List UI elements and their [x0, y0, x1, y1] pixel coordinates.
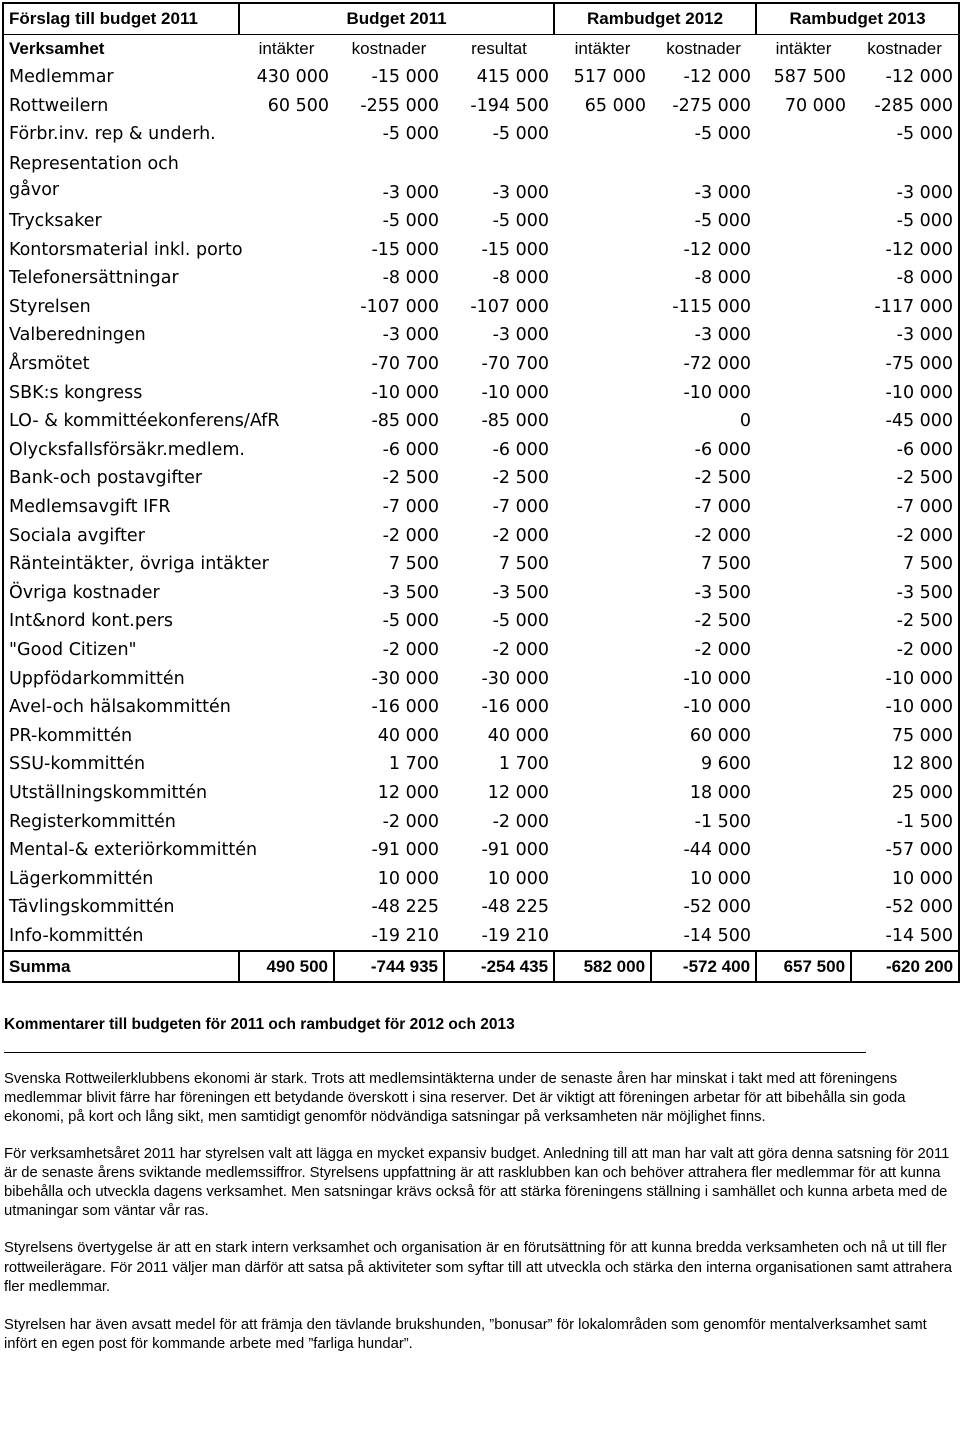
row-value: -275 000 — [672, 95, 752, 116]
header-budget-2011: Budget 2011 — [239, 3, 554, 35]
row-value: -19 210 — [481, 925, 550, 946]
subheader-col: kostnader — [351, 39, 427, 58]
row-value — [756, 664, 851, 693]
row-value: 65 000 — [584, 95, 647, 116]
table-row — [3, 779, 959, 808]
row-value: -2 000 — [492, 811, 550, 832]
row-value: -5 000 — [492, 611, 550, 632]
row-value — [756, 378, 851, 407]
row-value — [239, 207, 334, 236]
row-value: 12 800 — [851, 750, 959, 779]
row-label: Årsmötet — [3, 350, 239, 379]
row-value: -85 000 — [481, 411, 550, 432]
row-value — [554, 922, 651, 952]
row-value: -8 000 — [382, 268, 439, 289]
table-row — [3, 464, 959, 493]
row-value: -5 000 — [492, 211, 550, 232]
row-value: -2 000 — [492, 525, 550, 546]
row-value: -8 000 — [851, 264, 959, 293]
row-label: Tävlingskommittén — [3, 893, 239, 922]
row-value: -2 000 — [382, 639, 439, 660]
row-value: -194 500 — [470, 95, 550, 116]
row-label: Mental-& exteriörkommittén — [3, 836, 239, 865]
row-value: -3 500 — [382, 582, 439, 603]
row-value — [554, 807, 651, 836]
row-value: 12 000 — [377, 782, 439, 803]
table-row — [3, 235, 959, 264]
row-value — [554, 550, 651, 579]
table-row — [3, 120, 959, 149]
row-value: -5 000 — [694, 124, 752, 145]
row-value: -52 000 — [851, 893, 959, 922]
row-value: 430 000 — [256, 67, 329, 88]
row-label: Representation och gåvor — [3, 149, 239, 207]
row-label: Övriga kostnader — [3, 579, 239, 608]
summary-value: 490 500 — [239, 951, 334, 982]
row-value: -15 000 — [481, 239, 550, 260]
table-row — [3, 607, 959, 636]
table-row — [3, 293, 959, 322]
table-row — [3, 92, 959, 121]
row-value: -57 000 — [851, 836, 959, 865]
row-label: SBK:s kongress — [3, 378, 239, 407]
row-value: 70 000 — [784, 95, 847, 116]
row-value — [239, 264, 334, 293]
row-value: -15 000 — [371, 67, 439, 88]
row-value: -2 000 — [851, 636, 959, 665]
row-value: -8 000 — [492, 268, 550, 289]
row-value: -3 500 — [851, 579, 959, 608]
row-value: -2 000 — [694, 525, 752, 546]
table-row — [3, 521, 959, 550]
row-label: Uppfödarkommittén — [3, 664, 239, 693]
row-label: Registerkommittén — [3, 807, 239, 836]
row-value — [554, 579, 651, 608]
row-value: -52 000 — [683, 897, 752, 918]
row-value — [756, 750, 851, 779]
row-value: -3 000 — [492, 325, 550, 346]
row-value — [239, 436, 334, 465]
row-value: 12 000 — [487, 782, 550, 803]
summary-value: -572 400 — [651, 951, 756, 982]
table-row — [3, 864, 959, 893]
row-label: Trycksaker — [3, 207, 239, 236]
row-value: 75 000 — [851, 721, 959, 750]
row-value: -3 000 — [492, 182, 550, 203]
row-value — [239, 693, 334, 722]
row-value: 10 000 — [851, 864, 959, 893]
row-value — [554, 293, 651, 322]
row-value: -75 000 — [851, 350, 959, 379]
table-row — [3, 893, 959, 922]
row-value — [554, 636, 651, 665]
row-value — [239, 607, 334, 636]
table-row — [3, 207, 959, 236]
row-value: -107 000 — [360, 296, 439, 317]
row-value: -3 000 — [382, 182, 439, 203]
summary-value: 657 500 — [756, 951, 851, 982]
table-row — [3, 264, 959, 293]
row-value: 7 500 — [700, 554, 752, 575]
row-value: 40 000 — [377, 725, 439, 746]
row-value: -70 700 — [481, 354, 550, 375]
table-row — [3, 579, 959, 608]
row-value — [756, 779, 851, 808]
row-value: -48 225 — [481, 897, 550, 918]
table-header-row — [3, 3, 959, 35]
row-value — [239, 922, 334, 952]
row-value: 0 — [739, 411, 752, 432]
summary-label: Summa — [3, 951, 239, 982]
row-value — [239, 149, 334, 207]
row-value: -117 000 — [851, 293, 959, 322]
row-value: 40 000 — [487, 725, 550, 746]
row-value: -255 000 — [360, 95, 439, 116]
row-value — [239, 120, 334, 149]
row-value — [554, 350, 651, 379]
row-value — [554, 607, 651, 636]
row-value: -10 000 — [683, 697, 752, 718]
row-value — [554, 207, 651, 236]
table-row — [3, 350, 959, 379]
row-label: Bank-och postavgifter — [3, 464, 239, 493]
row-value: -10 000 — [851, 693, 959, 722]
row-value: 587 500 — [773, 67, 847, 88]
table-row — [3, 550, 959, 579]
row-value — [756, 493, 851, 522]
row-value — [554, 779, 651, 808]
row-value: -6 000 — [694, 439, 752, 460]
row-value — [239, 779, 334, 808]
row-value — [554, 436, 651, 465]
row-value: -10 000 — [683, 668, 752, 689]
commentary-paragraph: Styrelsen har även avsatt medel för att främja den tävlande brukshunden, ”bonusar” för lokalområden som genomför mentalverksamhet samt infört en egen post för kommande arbete med ”farliga hundar”. — [4, 1317, 927, 1353]
table-row — [3, 321, 959, 350]
row-value: 25 000 — [851, 779, 959, 808]
commentary-title: Kommentarer till budgeten för 2011 och rambudget för 2012 och 2013 — [4, 1016, 515, 1033]
row-value — [756, 721, 851, 750]
row-value: -1 500 — [851, 807, 959, 836]
row-value: 7 500 — [498, 554, 550, 575]
row-value: -5 000 — [382, 124, 439, 145]
summary-value: -744 935 — [334, 951, 444, 982]
row-value: -6 000 — [382, 439, 439, 460]
subheader-col: resultat — [471, 39, 527, 58]
row-value: 10 000 — [487, 868, 550, 889]
table-subheader-row — [3, 35, 959, 64]
row-value: -2 000 — [694, 639, 752, 660]
subheader-verksamhet: Verksamhet — [3, 35, 239, 64]
row-value: -7 000 — [694, 497, 752, 518]
row-value — [239, 636, 334, 665]
table-row — [3, 664, 959, 693]
row-value: -45 000 — [851, 407, 959, 436]
row-label: Olycksfallsförsäkr.medlem. — [3, 436, 239, 465]
row-value: -8 000 — [694, 268, 752, 289]
row-value: 517 000 — [573, 67, 647, 88]
row-value — [756, 235, 851, 264]
row-value: -16 000 — [481, 697, 550, 718]
row-value: 9 600 — [700, 754, 752, 775]
row-value: -2 000 — [382, 525, 439, 546]
row-value — [756, 293, 851, 322]
row-value: -115 000 — [672, 296, 752, 317]
row-label: SSU-kommittén — [3, 750, 239, 779]
summary-value: -254 435 — [444, 951, 554, 982]
row-label: Kontorsmaterial inkl. porto — [3, 235, 239, 264]
row-value — [554, 721, 651, 750]
row-value: -72 000 — [683, 354, 752, 375]
row-value: -3 000 — [382, 325, 439, 346]
table-row — [3, 493, 959, 522]
row-value: -14 500 — [683, 925, 752, 946]
row-value — [756, 350, 851, 379]
row-value: 7 500 — [851, 550, 959, 579]
row-value — [554, 750, 651, 779]
row-value: -3 500 — [492, 582, 550, 603]
row-value — [239, 864, 334, 893]
summary-row — [3, 951, 959, 982]
row-value — [756, 521, 851, 550]
row-value — [756, 607, 851, 636]
row-value: -10 000 — [851, 664, 959, 693]
row-value — [554, 321, 651, 350]
row-value: 1 700 — [498, 754, 550, 775]
row-value — [239, 235, 334, 264]
row-label: Rottweilern — [3, 92, 239, 121]
subheader-col: intäkter — [574, 39, 631, 58]
row-value: -10 000 — [481, 382, 550, 403]
row-value: -2 500 — [694, 611, 752, 632]
row-value — [239, 893, 334, 922]
row-value — [239, 521, 334, 550]
row-value: -2 000 — [851, 521, 959, 550]
row-value: -85 000 — [371, 411, 439, 432]
row-value — [554, 521, 651, 550]
row-value: -5 000 — [694, 211, 752, 232]
row-value — [756, 893, 851, 922]
row-label: LO- & kommittéekonferens/AfR — [3, 407, 239, 436]
table-row — [3, 922, 959, 952]
row-value — [239, 807, 334, 836]
row-value — [756, 207, 851, 236]
row-value — [756, 407, 851, 436]
row-label: Telefonersättningar — [3, 264, 239, 293]
subheader-col: kostnader — [851, 35, 959, 64]
row-value: -6 000 — [851, 436, 959, 465]
row-value: -3 500 — [694, 582, 752, 603]
table-row — [3, 149, 959, 207]
row-value — [756, 321, 851, 350]
row-value: -3 000 — [694, 182, 752, 203]
budget-table-body — [3, 3, 959, 951]
row-value: -30 000 — [481, 668, 550, 689]
row-label: Info-kommittén — [3, 922, 239, 952]
row-value — [554, 864, 651, 893]
row-value: -2 500 — [382, 468, 439, 489]
table-row — [3, 836, 959, 865]
row-value — [239, 493, 334, 522]
row-value: -5 000 — [382, 211, 439, 232]
row-value — [756, 149, 851, 207]
row-value — [554, 235, 651, 264]
row-value: -1 500 — [694, 811, 752, 832]
row-value: -70 700 — [371, 354, 439, 375]
table-row — [3, 721, 959, 750]
row-label: Ränteintäkter, övriga intäkter — [3, 550, 239, 579]
row-value — [756, 264, 851, 293]
row-value — [239, 321, 334, 350]
row-value — [554, 664, 651, 693]
commentary-paragraph: Svenska Rottweilerklubbens ekonomi är stark. Trots att medlemsintäkterna under de senaste åren har minskat i takt med att föreningens medlemmar blivit färre har föreningen ett betydande överskott i sina reserver. Det är viktigt att föreningen arbetar för att bibehålla sin goda ekonomi, på kort och lång sikt, men samtidigt genomför nödvändiga satsningar på verksamheten när möjlighet finns. — [4, 1071, 906, 1126]
row-value: -2 500 — [851, 464, 959, 493]
commentary-section — [4, 1016, 954, 1354]
row-value — [756, 636, 851, 665]
budget-table — [2, 2, 960, 983]
row-value: -12 000 — [851, 235, 959, 264]
subheader-col: intäkter — [258, 39, 315, 58]
row-value: -7 000 — [382, 497, 439, 518]
row-value: -7 000 — [851, 493, 959, 522]
row-value — [554, 120, 651, 149]
row-value: -2 500 — [851, 607, 959, 636]
row-value: -91 000 — [481, 840, 550, 861]
row-value: -30 000 — [371, 668, 439, 689]
commentary-paragraph: Styrelsens övertygelse är att en stark intern verksamhet och organisation är en förutsättning för att kunna bredda verksamheten och nå ut till fler rottweilerägare. För 2011 väljer man därför att satsa på aktiviteter som syftar till att utveckla och stärka den interna organisationen samt attrahera fler medlemmar. — [4, 1240, 953, 1295]
row-value — [239, 350, 334, 379]
row-value: -19 210 — [371, 925, 439, 946]
row-value: -3 000 — [694, 325, 752, 346]
row-label: Styrelsen — [3, 293, 239, 322]
row-value: -2 500 — [492, 468, 550, 489]
row-value: 10 000 — [689, 868, 752, 889]
subheader-col: kostnader — [666, 39, 741, 58]
row-value: -10 000 — [683, 382, 752, 403]
commentary-divider — [4, 1052, 866, 1053]
row-label: Utställningskommittén — [3, 779, 239, 808]
row-value — [239, 579, 334, 608]
row-value — [554, 893, 651, 922]
row-value — [239, 378, 334, 407]
row-value: -5 000 — [492, 124, 550, 145]
row-value — [756, 579, 851, 608]
row-value: 415 000 — [476, 67, 550, 88]
row-value: -12 000 — [851, 63, 959, 92]
row-value: -2 000 — [492, 639, 550, 660]
row-label: "Good Citizen" — [3, 636, 239, 665]
row-label: Int&nord kont.pers — [3, 607, 239, 636]
row-value — [756, 693, 851, 722]
row-value: 60 000 — [689, 725, 752, 746]
row-value — [554, 836, 651, 865]
row-value: -12 000 — [683, 239, 752, 260]
commentary-paragraph: För verksamhetsåret 2011 har styrelsen valt att lägga en mycket expansiv budget. Anledning till att man har valt att göra denna satsning för 2011 är de senaste årens sviktande medlemssiffror. Styrelsens uppfattning är att rasklubben kan och behöver attrahera fler medlemmar för att kunna bibehålla och utveckla dagens verksamhet. Men satsningar krävs också för att stärka föreningens ställning i samhället och kunna arbeta med de utmaningar som väntar vår ras. — [4, 1145, 950, 1220]
row-value — [756, 864, 851, 893]
row-value — [554, 693, 651, 722]
row-value: -3 000 — [851, 149, 959, 207]
row-label: Förbr.inv. rep & underh. — [3, 120, 239, 149]
row-value — [554, 149, 651, 207]
row-value: -44 000 — [683, 840, 752, 861]
table-row — [3, 378, 959, 407]
row-value: -91 000 — [371, 840, 439, 861]
row-label: Valberedningen — [3, 321, 239, 350]
row-value: -107 000 — [470, 296, 550, 317]
row-value — [554, 378, 651, 407]
row-value: -48 225 — [371, 897, 439, 918]
header-proposal: Förslag till budget 2011 — [3, 3, 239, 35]
row-value: -5 000 — [851, 207, 959, 236]
row-value: -16 000 — [371, 697, 439, 718]
row-value — [554, 407, 651, 436]
table-row — [3, 63, 959, 92]
row-value — [756, 120, 851, 149]
row-label: Sociala avgifter — [3, 521, 239, 550]
row-value: 60 500 — [267, 95, 329, 116]
row-label: Medlemmar — [3, 63, 239, 92]
row-value: 1 700 — [388, 754, 439, 775]
header-rambudget-2013: Rambudget 2013 — [756, 3, 959, 35]
row-value: -285 000 — [851, 92, 959, 121]
row-value — [239, 664, 334, 693]
row-value: 7 500 — [388, 554, 439, 575]
row-value: -7 000 — [492, 497, 550, 518]
row-value — [239, 293, 334, 322]
row-value: -2 000 — [382, 811, 439, 832]
table-row — [3, 807, 959, 836]
row-value — [756, 436, 851, 465]
row-value: -15 000 — [371, 239, 439, 260]
table-row — [3, 436, 959, 465]
header-rambudget-2012: Rambudget 2012 — [554, 3, 756, 35]
row-value: -12 000 — [683, 67, 752, 88]
row-value: 10 000 — [377, 868, 439, 889]
row-value: -5 000 — [851, 120, 959, 149]
row-value — [756, 922, 851, 952]
table-row — [3, 407, 959, 436]
row-value — [554, 493, 651, 522]
table-row — [3, 693, 959, 722]
row-value — [756, 836, 851, 865]
row-value — [756, 807, 851, 836]
row-value — [554, 464, 651, 493]
row-value — [239, 464, 334, 493]
row-value — [756, 550, 851, 579]
table-row — [3, 750, 959, 779]
subheader-col: intäkter — [775, 39, 832, 58]
row-value: -3 000 — [851, 321, 959, 350]
row-value — [554, 264, 651, 293]
summary-value: 582 000 — [554, 951, 651, 982]
row-label: PR-kommittén — [3, 721, 239, 750]
table-row — [3, 636, 959, 665]
row-value: 18 000 — [689, 782, 752, 803]
row-value: -6 000 — [492, 439, 550, 460]
row-label: Lägerkommittén — [3, 864, 239, 893]
row-value — [239, 721, 334, 750]
row-value — [756, 464, 851, 493]
row-value: -5 000 — [382, 611, 439, 632]
row-label: Avel-och hälsakommittén — [3, 693, 239, 722]
summary-value: -620 200 — [851, 951, 959, 982]
row-label: Medlemsavgift IFR — [3, 493, 239, 522]
row-value: -10 000 — [851, 378, 959, 407]
row-value: -10 000 — [371, 382, 439, 403]
row-value — [239, 750, 334, 779]
row-value: -2 500 — [694, 468, 752, 489]
row-value: -14 500 — [851, 922, 959, 952]
